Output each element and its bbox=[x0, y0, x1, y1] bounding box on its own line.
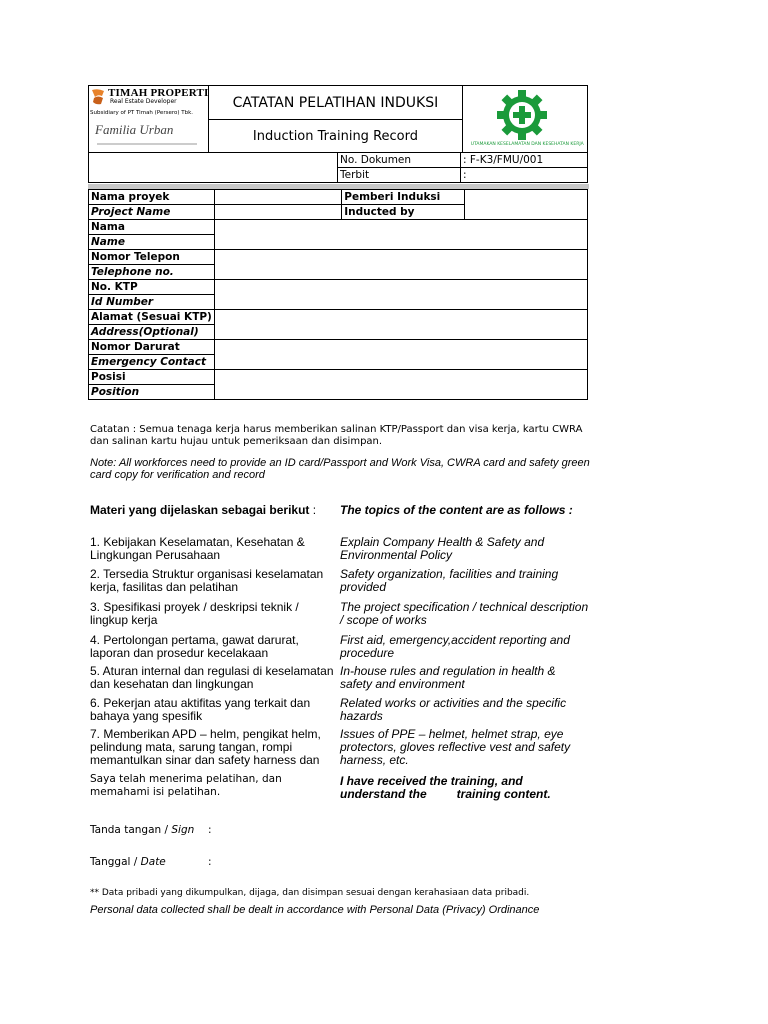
address-label-id: Alamat (Sesuai KTP) bbox=[89, 310, 215, 325]
emergency-label-en: Emergency Contact bbox=[89, 355, 215, 370]
topic-item-5-en: In-house rules and regulation in health & safety and environment bbox=[340, 664, 556, 691]
k3-logo-cell bbox=[462, 86, 587, 153]
project-label-en: Project Name bbox=[89, 205, 215, 220]
k3-gear-icon bbox=[496, 89, 548, 144]
project-input-2[interactable] bbox=[214, 205, 341, 220]
sign-field[interactable] bbox=[218, 820, 498, 838]
title-indonesian: CATATAN PELATIHAN INDUKSI bbox=[209, 86, 462, 120]
ktp-input[interactable] bbox=[214, 280, 587, 310]
topic-item-6-id: 6. Pekerjan atau aktifitas yang terkait dan bahaya yang spesifik bbox=[90, 696, 311, 723]
terbit-label: Terbit bbox=[338, 168, 461, 183]
topics-heading-id-text: Materi yang dijelaskan sebagai berikut bbox=[90, 503, 310, 517]
catatan-note: Catatan : Semua tenaga kerja harus memberikan salinan KTP/Passport dan visa kerja, kartu CWRA dan salinan kartu hujau untuk pemeriksaan dan disimpan. bbox=[90, 424, 583, 447]
no-dokumen-label: No. Dokumen bbox=[338, 153, 461, 168]
emergency-label-id: Nomor Darurat bbox=[89, 340, 215, 355]
project-input[interactable] bbox=[214, 190, 341, 205]
subsidiary-text: Subsidiary of PT Timah (Persero) Tbk. bbox=[90, 110, 194, 116]
date-label-en: Date bbox=[140, 856, 166, 868]
topic-item-6-en: Related works or activities and the specific hazards bbox=[340, 696, 567, 723]
topics-heading-en: The topics of the content are as follows : bbox=[340, 503, 573, 517]
topics-heading-colon: : bbox=[309, 503, 317, 517]
k3-caption: UTAMAKAN KESELAMATAN DAN KESEHATAN KERJA bbox=[470, 142, 584, 147]
inductor-label-id: Pemberi Induksi bbox=[342, 190, 465, 205]
phone-input[interactable] bbox=[214, 250, 587, 280]
topic-item-7-id: 7. Memberikan APD – helm, pengikat helm, pelindung mata, sarung tangan, rompi memantulkan sinar dan safety harness dan bbox=[90, 727, 321, 767]
address-label-en: Address(Optional) bbox=[89, 325, 215, 340]
header-table bbox=[88, 85, 588, 153]
brand-subtitle: Real Estate Developer bbox=[110, 98, 177, 105]
name-input[interactable] bbox=[214, 220, 587, 250]
name-label-en: Name bbox=[89, 235, 215, 250]
topic-item-1-id: 1. Kebijakan Keselamatan, Kesehatan & Lingkungan Perusahaan bbox=[90, 535, 305, 562]
title-english: Induction Training Record bbox=[252, 128, 418, 144]
inductor-label-en: Inducted by bbox=[342, 205, 465, 220]
topic-item-1-en: Explain Company Health & Safety and Environmental Policy bbox=[340, 535, 545, 562]
no-dokumen-value: : F-K3/FMU/001 bbox=[461, 153, 588, 168]
topic-item-7-en: Issues of PPE – helmet, helmet strap, eye protectors, gloves reflective vest and safety harness, etc. bbox=[340, 727, 571, 767]
ktp-label-en: Id Number bbox=[89, 295, 215, 310]
topic-item-2-en: Safety organization, facilities and training provided bbox=[340, 567, 559, 594]
familia-urban-logo: Familia Urban bbox=[95, 122, 174, 137]
doc-info-blank bbox=[89, 153, 338, 183]
sign-label-en: Sign bbox=[171, 824, 195, 836]
acknowledgement-en: I have received the training, and understand the training content. bbox=[340, 774, 551, 801]
topic-item-4-id: 4. Pertolongan pertama, gawat darurat, laporan dan prosedur kecelakaan bbox=[90, 633, 299, 660]
topic-item-5-id: 5. Aturan internal dan regulasi di keselamatan dan kesehatan dan lingkungan bbox=[90, 664, 334, 691]
ktp-label-id: No. KTP bbox=[89, 280, 215, 295]
form-table bbox=[88, 189, 588, 400]
acknowledgement-id: Saya telah menerima pelatihan, dan memahami isi pelatihan. bbox=[90, 773, 282, 798]
date-label bbox=[90, 856, 166, 868]
project-label-id: Nama proyek bbox=[89, 190, 215, 205]
date-colon: : bbox=[208, 856, 212, 868]
name-label-id: Nama bbox=[89, 220, 215, 235]
title-cell bbox=[209, 86, 463, 153]
date-label-id: Tanggal / bbox=[90, 856, 141, 868]
position-label-en: Position bbox=[89, 385, 215, 400]
topic-item-3-en: The project specification / technical description / scope of works bbox=[340, 600, 589, 627]
privacy-note-id: ** Data pribadi yang dikumpulkan, dijaga, dan disimpan sesuai dengan kerahasiaan data pribadi. bbox=[90, 888, 530, 898]
terbit-value: : bbox=[461, 168, 588, 183]
topics-heading-id bbox=[90, 503, 316, 517]
inductor-input[interactable] bbox=[465, 190, 588, 220]
doc-info-table bbox=[88, 152, 588, 183]
position-input[interactable] bbox=[214, 370, 587, 400]
sign-label-id: Tanda tangan / bbox=[90, 824, 172, 836]
date-field[interactable] bbox=[218, 852, 498, 870]
sign-label bbox=[90, 824, 194, 836]
logo-tagline-line bbox=[97, 143, 197, 145]
address-input[interactable] bbox=[214, 310, 587, 340]
timah-logo-icon bbox=[90, 88, 106, 106]
position-label-id: Posisi bbox=[89, 370, 215, 385]
topic-item-4-en: First aid, emergency,accident reporting and procedure bbox=[340, 633, 570, 660]
logo-cell bbox=[89, 86, 209, 153]
topic-item-3-id: 3. Spesifikasi proyek / deskripsi teknik / lingkup kerja bbox=[90, 600, 299, 627]
note-english: Note: All workforces need to provide an ID card/Passport and Work Visa, CWRA card and safety green card copy for verification and record bbox=[90, 457, 590, 481]
brand-name: TIMAH PROPERTI bbox=[108, 87, 209, 99]
privacy-note-en: Personal data collected shall be dealt in accordance with Personal Data (Privacy) Ordinance bbox=[90, 904, 540, 916]
phone-label-id: Nomor Telepon bbox=[89, 250, 215, 265]
sign-colon: : bbox=[208, 824, 212, 836]
phone-label-en: Telephone no. bbox=[89, 265, 215, 280]
topic-item-2-id: 2. Tersedia Struktur organisasi keselamatan kerja, fasilitas dan pelatihan bbox=[90, 567, 324, 594]
emergency-input[interactable] bbox=[214, 340, 587, 370]
